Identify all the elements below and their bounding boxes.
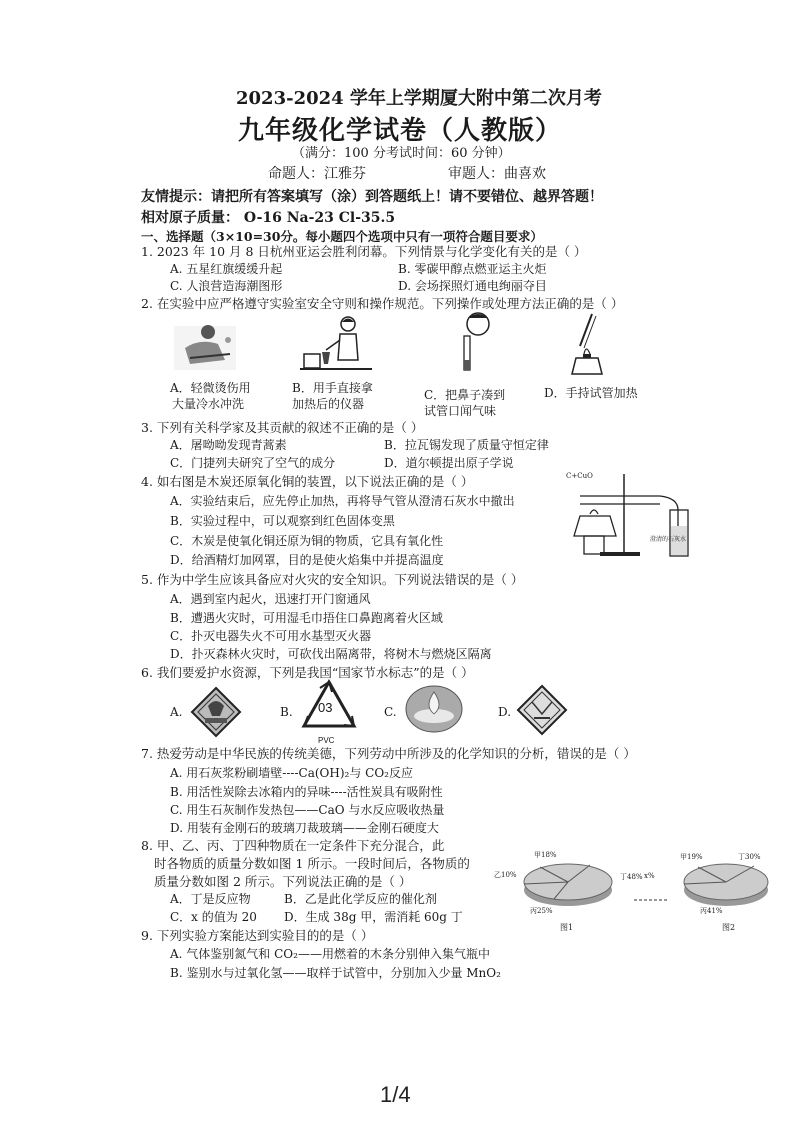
q5-option-b: B．遭遇火灾时，可用湿毛巾捂住口鼻跑离着火区域 [170, 611, 443, 625]
q6-stem: 6. 我们要爱护水资源，下列是我国“国家节水标志”的是（ ） [141, 665, 474, 680]
q4-figure-label-limewater: 澄清的石灰水 [650, 536, 687, 543]
q8-stem-line2: 时各物质的质量分数如图 1 所示。一段时间后，各物质的 [154, 856, 470, 871]
q4-apparatus-figure [560, 466, 710, 560]
q2-option-a-line2: 大量冷水冲洗 [172, 397, 245, 411]
q1-option-a: A. 五星红旗缓缓升起 [170, 262, 283, 276]
q3-option-a: A．屠呦呦发现青蒿素 [170, 438, 287, 452]
reviewer: 审题人：曲喜欢 [448, 166, 546, 182]
q6-symbol-a-hazard [190, 686, 242, 738]
q2-option-b-line1: B．用手直接拿 [292, 381, 373, 395]
q1-option-d: D. 会场探照灯通电绚丽夺目 [398, 279, 547, 293]
q2-figure-c-nose [450, 310, 496, 374]
q5-option-a: A．遇到室内起火，迅速打开门窗通风 [170, 592, 371, 606]
section-heading: 一、选择题（3×10=30分。每小题四个选项中只有一项符合题目要求） [141, 229, 543, 244]
q6-option-a: A. [170, 705, 183, 719]
q6-option-c: C. [384, 705, 397, 719]
q8-option-d: D．生成 38g 甲，需消耗 60g 丁 [284, 910, 463, 924]
q1-stem: 1. 2023 年 10 月 8 日杭州亚运会胜利闭幕。下列情景与化学变化有关的是（ ） [141, 244, 587, 259]
q4-option-d: D．给酒精灯加网罩，目的是使火焰集中并提高温度 [170, 553, 444, 567]
q3-option-b: B．拉瓦锡发现了质量守恒定律 [384, 438, 549, 452]
q8-option-a: A．丁是反应物 [170, 892, 251, 906]
q4-figure-label-reactants: C+CuO [566, 472, 593, 480]
q8-arrow [632, 894, 672, 906]
q2-figure-a-burn [170, 318, 240, 374]
exam-term-title: 2023-2024 学年上学期厦大附中第二次月考 [236, 88, 602, 109]
score-time: （满分：100 分考试时间：60 分钟） [292, 146, 511, 161]
q4-stem: 4. 如右图是木炭还原氧化铜的装置，以下说法正确的是（ ） [141, 474, 474, 489]
q4-option-c: C．木炭是使氧化铜还原为铜的物质，它具有氧化性 [170, 534, 444, 548]
q1-option-b: B. 零碳甲醇点燃亚运主火炬 [398, 262, 547, 276]
q7-stem: 7. 热爱劳动是中华民族的传统美德，下列劳动中所涉及的化学知识的分析，错误的是（ ） [141, 746, 636, 761]
q8-option-b: B．乙是此化学反应的催化剂 [284, 892, 437, 906]
q2-figure-d-heating [562, 312, 612, 376]
q7-option-a: A. 用石灰浆粉刷墙壁----Ca(OH)₂与 CO₂反应 [170, 766, 413, 780]
q1-option-c: C. 人浪营造海潮图形 [170, 279, 283, 293]
q5-stem: 5. 作为中学生应该具备应对火灾的安全知识。下列说法错误的是（ ） [141, 572, 524, 587]
q4-option-a: A．实验结束后，应先停止加热，再将导气管从澄清石灰水中撤出 [170, 494, 515, 508]
q8-fig1-label-ding: 丁48% [620, 873, 643, 881]
q6-recycle-number: 03 [318, 700, 333, 715]
atomic-mass: 相对原子质量： O-16 Na-23 Cl-35.5 [141, 210, 396, 226]
q2-stem: 2. 在实验中应严格遵守实验室安全守则和操作规范。下列操作或处理方法正确的是（ ） [141, 296, 624, 311]
q2-option-d: D．手持试管加热 [544, 386, 638, 400]
q2-option-c-line2: 试管口闻气味 [424, 404, 497, 418]
author: 命题人：江雅芬 [268, 166, 366, 182]
q3-stem: 3. 下列有关科学家及其贡献的叙述不正确的是（ ） [141, 420, 424, 435]
q7-option-d: D. 用装有金刚石的玻璃刀裁玻璃——金刚石硬度大 [170, 821, 439, 835]
q8-fig1-caption: 图1 [560, 923, 574, 932]
q9-stem: 9. 下列实验方案能达到实验目的的是（ ） [141, 928, 374, 943]
q5-option-c: C．扑灭电器失火不可用水基型灭火器 [170, 629, 372, 643]
q2-option-b-line2: 加热后的仪器 [292, 397, 365, 411]
q3-option-c: C．门捷列夫研究了空气的成分 [170, 456, 336, 470]
friendly-tip: 友情提示：请把所有答案填写（涂）到答题纸上！请不要错位、越界答题！ [141, 189, 603, 205]
q8-fig2-label-jia: 甲19% [680, 853, 703, 861]
q8-fig1-label-yi: 乙10% [494, 871, 517, 879]
page-number: 1/4 [380, 1082, 411, 1107]
q9-option-b: B. 鉴别水与过氧化氢——取样于试管中，分别加入少量 MnO₂ [170, 966, 501, 980]
q6-symbol-d-hazard [516, 684, 568, 736]
q8-fig2-label-bing: 丙41% [700, 907, 723, 915]
exam-title: 九年级化学试卷（人教版） [238, 116, 563, 146]
q9-option-a: A. 气体鉴别氮气和 CO₂——用燃着的木条分别伸入集气瓶中 [170, 947, 490, 961]
q2-option-a-line1: A．轻微烫伤用 [170, 381, 251, 395]
q7-option-b: B. 用活性炭除去冰箱内的异味----活性炭具有吸附性 [170, 785, 443, 799]
q6-option-d: D. [498, 705, 512, 719]
q3-option-d: D．道尔顿提出原子学说 [384, 456, 514, 470]
q7-option-c: C. 用生石灰制作发热包——CaO 与水反应吸收热量 [170, 803, 445, 817]
q8-stem-line1: 8. 甲、乙、丙、丁四种物质在一定条件下充分混合，此 [141, 838, 445, 853]
q8-stem-line3: 质量分数如图 2 所示。下列说法正确的是（ ） [154, 874, 412, 889]
q8-fig1-label-jia: 甲18% [534, 851, 557, 859]
q8-fig2-label-ding: 丁30% [738, 853, 761, 861]
q8-option-c: C．x 的值为 20 [170, 910, 257, 924]
q4-option-b: B．实验过程中，可以观察到红色固体变黑 [170, 514, 395, 528]
q2-figure-b-hand [296, 312, 376, 374]
q8-fig2-label-x: x% [644, 872, 655, 880]
q8-fig1-label-bing: 丙25% [530, 907, 553, 915]
q5-option-d: D．扑灭森林火灾时，可砍伐出隔离带，将树木与燃烧区隔离 [170, 647, 492, 661]
q6-recycle-label: PVC [318, 736, 335, 745]
q8-fig2-caption: 图2 [722, 923, 736, 932]
q6-option-b: B. [280, 705, 293, 719]
q2-option-c-line1: C．把鼻子凑到 [424, 388, 506, 402]
q6-symbol-c-water-saving [404, 684, 464, 734]
